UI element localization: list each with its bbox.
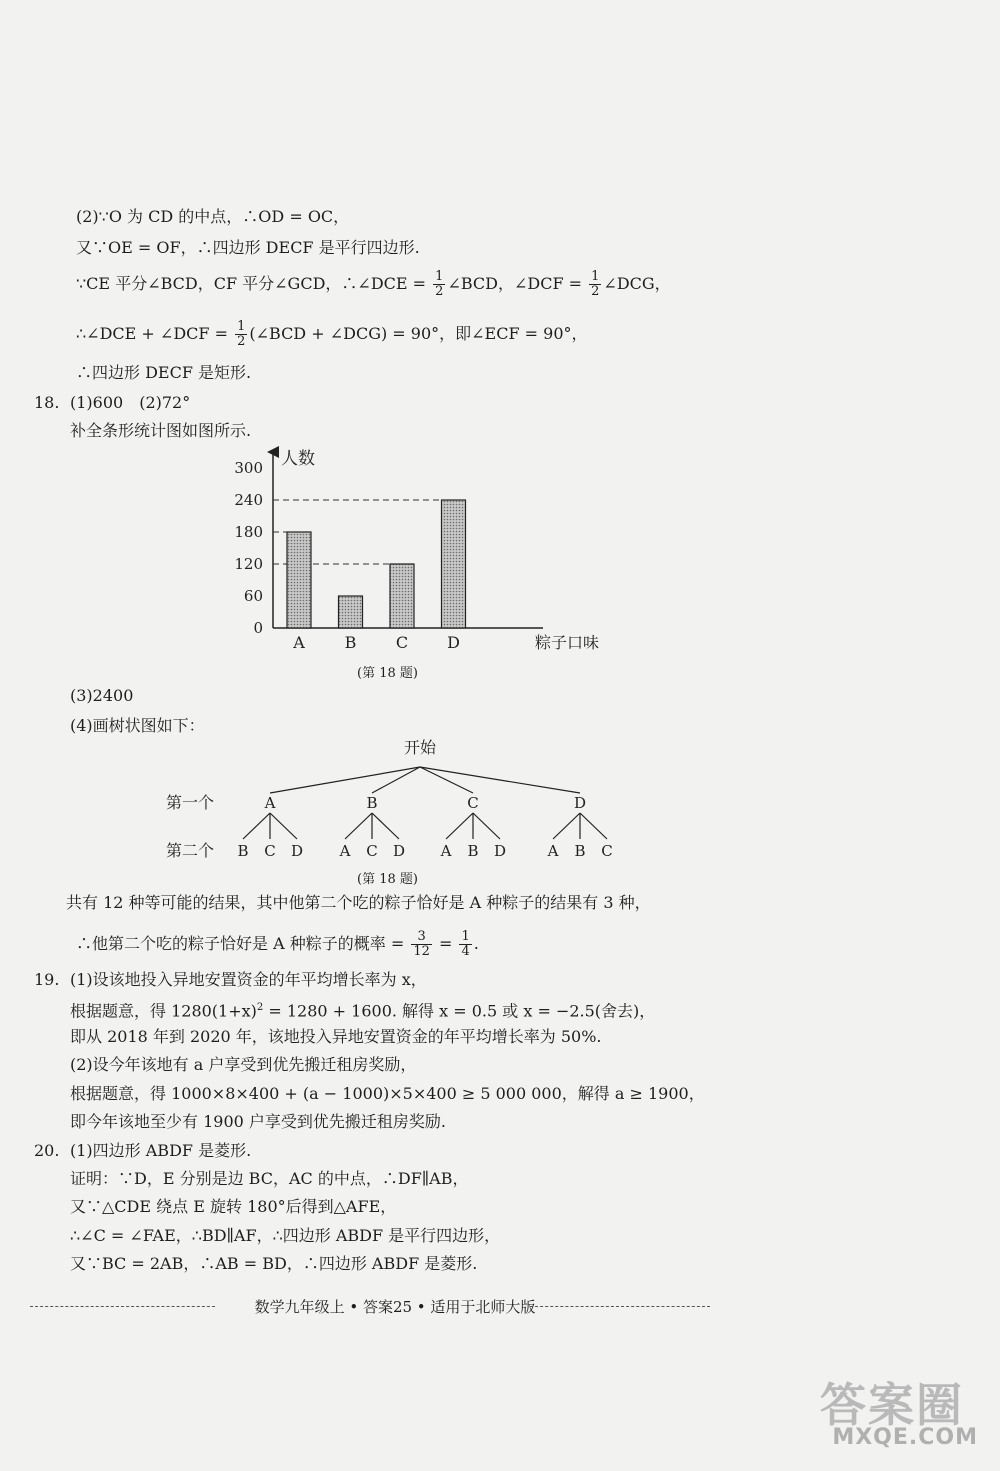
tree-level-label: 第二个 [166, 841, 215, 860]
tree-leaf-C: C [601, 842, 613, 860]
tree-leaf-B: B [237, 842, 249, 860]
tree-edge [270, 767, 420, 793]
footer-rule [30, 1306, 215, 1307]
text-line: ∴∠C = ∠FAE，∴BD∥AF，∴四边形 ABDF 是平行四边形， [70, 1226, 501, 1245]
y-tick-label: 0 [253, 619, 263, 637]
tree-edge [372, 813, 399, 839]
y-tick-label: 240 [234, 491, 263, 509]
tree-leaf-D: D [493, 842, 507, 860]
tree-edge [345, 813, 372, 839]
fraction-denominator: 4 [461, 944, 470, 959]
text-line [76, 270, 671, 299]
tree-leaf-B: B [467, 842, 479, 860]
fraction-denominator: 12 [413, 944, 430, 959]
x-tick-label: C [395, 633, 409, 652]
fraction-numerator: 1 [461, 929, 470, 944]
watermark [792, 1369, 982, 1459]
fraction [235, 320, 247, 349]
question-number: 18. [34, 393, 60, 412]
question-number: 20. [34, 1141, 60, 1160]
fraction [589, 270, 601, 299]
tree-node-D: D [573, 794, 587, 812]
tree-leaf-A: A [547, 842, 559, 860]
tree-edge [580, 813, 607, 839]
tree-caption: (第 18 题) [357, 872, 418, 887]
fraction [459, 930, 471, 959]
tree-leaf-C: C [366, 842, 378, 860]
tree-edge [446, 813, 473, 839]
x-tick-label: A [293, 633, 305, 652]
text-line: (2)∵O 为 CD 的中点，∴OD = OC， [76, 207, 350, 226]
text-line: 共有 12 种等可能的结果，其中他第二个吃的粽子恰好是 A 种粽子的结果有 3 种， [66, 893, 651, 912]
tree-leaf-D: D [392, 842, 406, 860]
text-segment: ∠DCG， [603, 274, 671, 293]
watermark-url: MXQE.COM [832, 1425, 978, 1450]
footer-text: 数学九年级上 • 答案25 • 适用于北师大版 [254, 1298, 536, 1316]
tree-edge [473, 813, 500, 839]
text-line: (3)2400 [70, 686, 134, 705]
chart-caption: (第 18 题) [357, 666, 418, 681]
text-line: 又∵OE = OF，∴四边形 DECF 是平行四边形. [76, 238, 420, 257]
text-line: (1)600 (2)72° [70, 393, 191, 412]
text-segment: ∴∠DCE + ∠DCF = [76, 324, 234, 343]
watermark-logo: 答案圈 [820, 1378, 964, 1432]
tree-root-label: 开始 [403, 738, 437, 757]
text-segment: ∠BCD，∠DCF = [447, 274, 588, 293]
y-axis-label: 人数 [281, 449, 315, 469]
text-line [76, 320, 588, 349]
text-line: (2)设今年该地有 a 户享受到优先搬迁租房奖励， [70, 1055, 417, 1074]
text-line: 又∵BC = 2AB，∴AB = BD，∴四边形 ABDF 是菱形. [70, 1254, 478, 1273]
text-line: 即今年该地至少有 1900 户享受到优先搬迁租房奖励. [70, 1112, 446, 1131]
text-line: 又∵△CDE 绕点 E 旋转 180°后得到△AFE， [70, 1197, 397, 1216]
text-line: 补全条形统计图如图所示. [70, 421, 252, 440]
bar-chart [215, 440, 600, 660]
text-line: 根据题意，得 1000×8×400 + (a − 1000)×5×400 ≥ 5 000 000，解得 a ≥ 1900， [70, 1084, 705, 1103]
footer-rule [530, 1306, 710, 1307]
y-tick-label: 180 [234, 523, 263, 541]
text-line: 即从 2018 年到 2020 年，该地投入异地安置资金的年平均增长率为 50%. [70, 1027, 602, 1046]
text-line: 证明：∵D，E 分别是边 BC，AC 的中点，∴DF∥AB， [70, 1169, 469, 1188]
x-tick-label: D [447, 633, 460, 652]
tree-edge [270, 813, 297, 839]
text-segment: = [433, 934, 458, 953]
tree-leaf-C: C [264, 842, 276, 860]
fraction-numerator: 1 [435, 269, 444, 284]
text-line: (4)画树状图如下： [70, 716, 205, 735]
bar-A [287, 532, 311, 628]
text-line: (1)设该地投入异地安置资金的年平均增长率为 x， [70, 970, 427, 989]
fraction-numerator: 1 [591, 269, 600, 284]
y-tick-label: 300 [234, 459, 263, 477]
tree-edge [243, 813, 270, 839]
fraction-denominator: 2 [435, 284, 444, 299]
tree-diagram [150, 735, 630, 865]
tree-leaf-A: A [440, 842, 452, 860]
tree-node-A: A [264, 794, 276, 812]
fraction-numerator: 1 [237, 319, 246, 334]
bar-B [339, 596, 363, 628]
text-segment: = 1280 + 1600. 解得 x = 0.5 或 x = −2.5(舍去)， [263, 1001, 656, 1021]
text-line: (1)四边形 ABDF 是菱形. [70, 1141, 252, 1160]
tree-leaf-B: B [574, 842, 586, 860]
tree-node-C: C [467, 794, 479, 812]
text-segment: ∵CE 平分∠BCD，CF 平分∠GCD，∴∠DCE = [76, 274, 432, 293]
bar-D [442, 500, 466, 628]
text-segment: 根据题意，得 1280(1+x) [70, 1001, 257, 1021]
tree-edge [553, 813, 580, 839]
superscript: 2 [256, 1002, 264, 1013]
tree-level-label: 第一个 [166, 793, 215, 812]
x-tick-label: B [344, 633, 357, 652]
tree-leaf-D: D [290, 842, 304, 860]
text-line [70, 998, 655, 1021]
text-segment: (∠BCD + ∠DCG) = 90°，即∠ECF = 90°， [249, 324, 588, 343]
text-segment: ∴他第二个吃的粽子恰好是 A 种粽子的概率 = [76, 934, 410, 953]
y-tick-label: 120 [234, 555, 263, 573]
page-footer [30, 1296, 710, 1316]
fraction-denominator: 2 [237, 334, 246, 349]
tree-leaf-A: A [339, 842, 351, 860]
fraction-denominator: 2 [591, 284, 600, 299]
fraction-numerator: 3 [411, 930, 432, 945]
tree-node-B: B [366, 794, 378, 812]
y-tick-label: 60 [243, 587, 263, 605]
x-axis-label: 粽子口味 [535, 633, 600, 652]
text-line: ∴四边形 DECF 是矩形. [76, 363, 252, 382]
question-number: 19. [34, 970, 60, 989]
fraction [433, 270, 445, 299]
tree-edge [420, 767, 580, 793]
text-segment: . [473, 934, 479, 953]
text-line [76, 930, 479, 959]
fraction [411, 930, 432, 959]
bar-C [390, 564, 414, 628]
